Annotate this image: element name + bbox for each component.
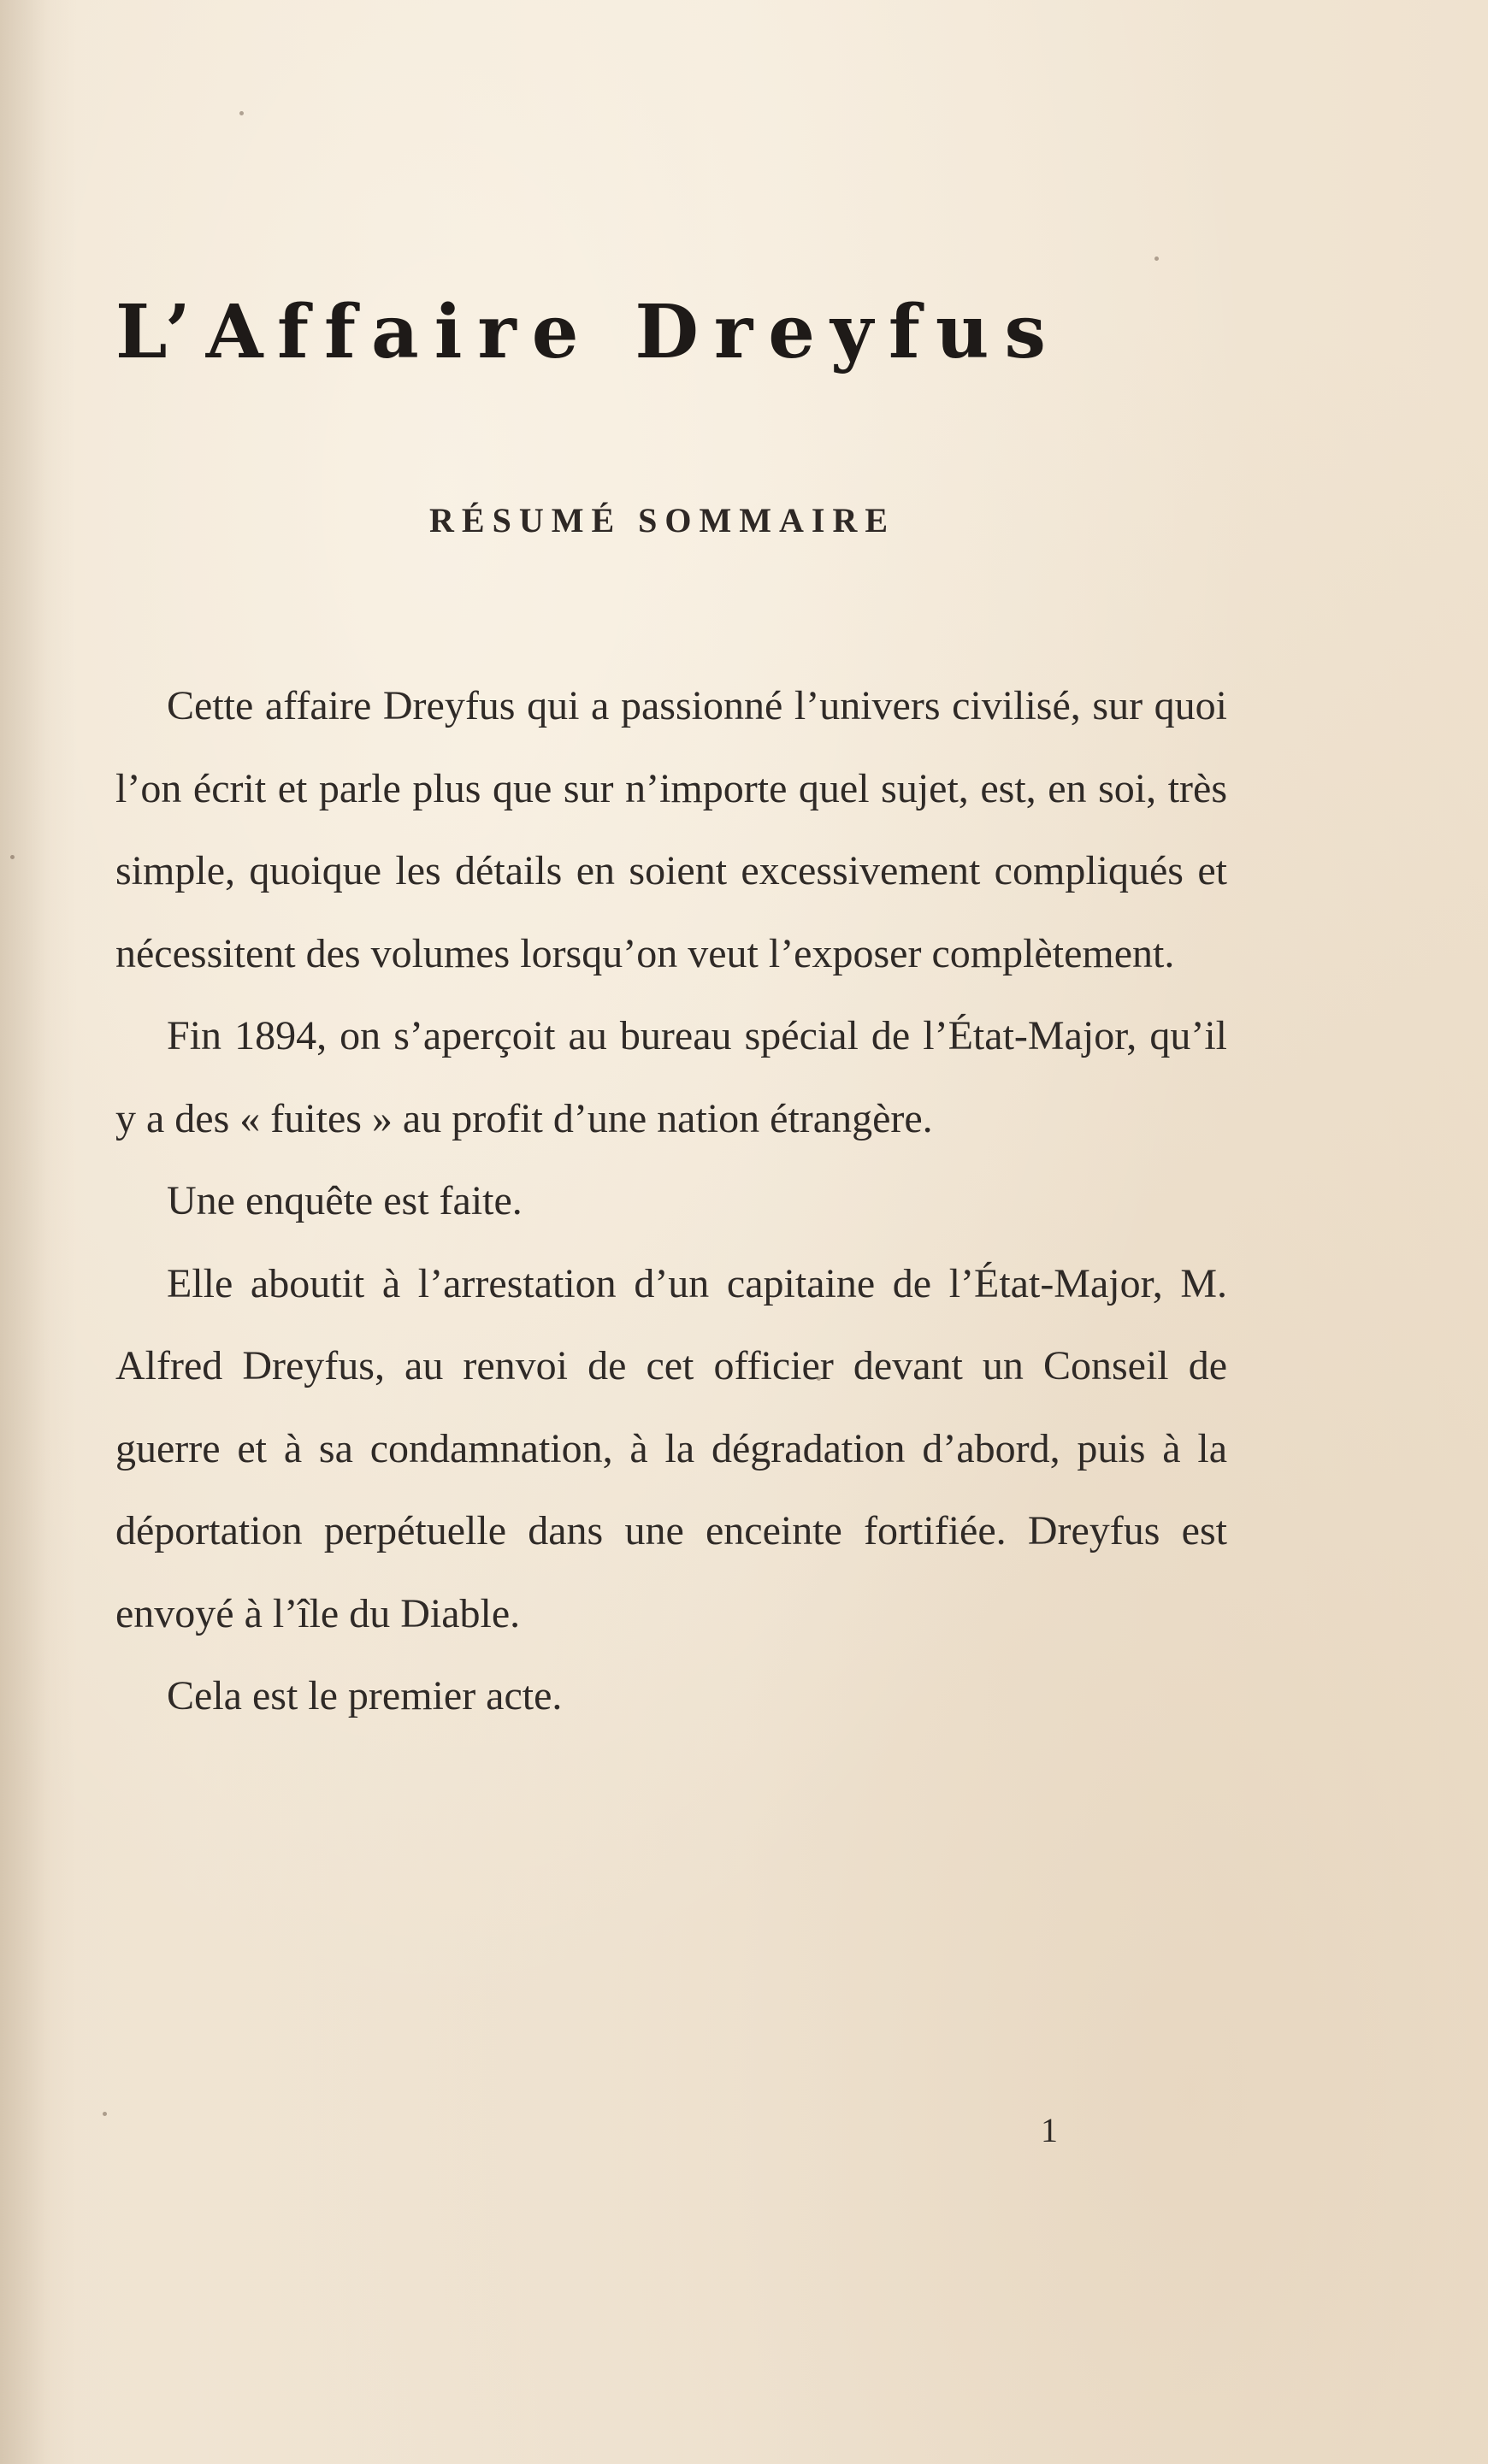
- body-text: [115, 665, 1227, 1738]
- paragraph: Une enquête est faite.: [167, 1178, 523, 1223]
- paragraph: Elle aboutit à l’arrestation d’un capitaine de l’État-Major, M. Alfred Dreyfus, au renvoi de cet officier devant un Conseil de guerre et à sa condamnation, à la dégradation d’abord, puis à la déportation perpétuelle dans une enceinte fortifiée. Dreyfus est envoyé à l’île du Diable.: [115, 1260, 1227, 1636]
- page-gutter-shadow: [0, 0, 77, 2464]
- page-title: L’Affaire Dreyfus: [115, 289, 1061, 375]
- paragraph: Cette affaire Dreyfus qui a passionné l’univers civilisé, sur quoi l’on écrit et parle plus que sur n’importe quel sujet, est, en soi, très simple, quoique les détails en soient excessivement compliqués et nécessitent des volumes lorsqu’on veut l’exposer complètement.: [115, 683, 1227, 976]
- page-number: 1: [1041, 2111, 1058, 2149]
- paper-speck: [239, 111, 244, 115]
- paper-speck: [1154, 256, 1159, 261]
- paragraph: Cela est le premier acte.: [167, 1673, 563, 1718]
- paper-speck: [103, 2112, 107, 2116]
- paper-speck: [10, 855, 15, 859]
- page-subtitle: RÉSUMÉ SOMMAIRE: [429, 501, 896, 539]
- paragraph: Fin 1894, on s’aperçoit au bureau spécial de l’État-Major, qu’il y a des « fuites » au profit d’une nation étrangère.: [115, 1013, 1227, 1141]
